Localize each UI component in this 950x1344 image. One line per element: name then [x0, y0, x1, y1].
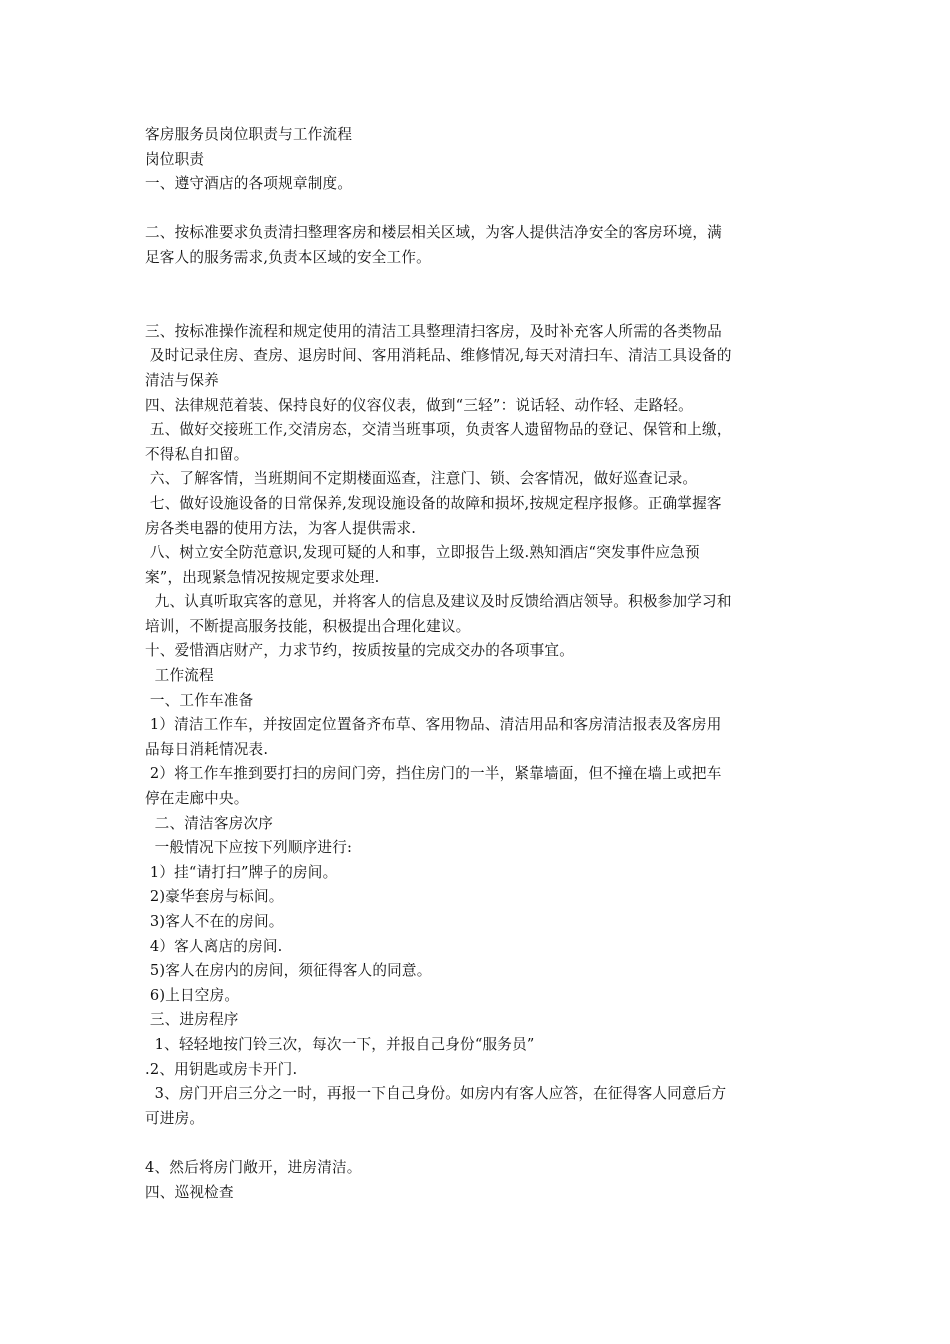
- process-step-2-intro: 一般情况下应按下列顺序进行:: [145, 839, 353, 857]
- order-item-3: 3)客人不在的房间。: [145, 913, 284, 930]
- duty-item-3-line-2: 及时记录住房、查房、退房时间、客用消耗品、维修情况,每天对清扫车、清洁工具设备的: [145, 347, 732, 365]
- duty-item-3-line-3: 清洁与保养: [145, 371, 219, 389]
- duty-item-1: 一、遵守酒店的各项规章制度。: [145, 175, 353, 193]
- order-item-6: 6)上日空房。: [145, 986, 240, 1004]
- section-heading-duties: 岗位职责: [145, 150, 205, 168]
- spacer: [145, 271, 813, 296]
- order-item-4: 4）客人离店的房间.: [145, 937, 283, 955]
- duty-item-8-line-1: 八、树立安全防范意识,发现可疑的人和事，立即报告上级.熟知酒店“突发事件应急预: [145, 544, 700, 562]
- process-step-1-title: 一、工作车准备: [145, 691, 254, 709]
- duty-item-2-line-1: 二、按标准要求负责清扫整理客房和楼层相关区域，为客人提供洁净安全的客房环境，满: [145, 224, 722, 242]
- duty-item-8-line-2: 案”，出现紧急情况按规定要求处理.: [145, 568, 380, 586]
- spacer: [145, 1131, 813, 1156]
- spacer: [145, 197, 813, 222]
- order-item-5: 5)客人在房内的房间，须征得客人的同意。: [145, 962, 432, 980]
- document-body: [145, 123, 813, 1205]
- entry-step-2: .2、用钥匙或房卡开门.: [145, 1060, 298, 1078]
- duty-item-9-line-2: 培训，不断提高服务技能，积极提出合理化建议。: [145, 617, 471, 635]
- duty-item-5-line-1: 五、做好交接班工作,交清房态，交清当班事项，负责客人遗留物品的登记、保管和上缴，: [145, 421, 732, 439]
- duty-item-9-line-1: 九、认真听取宾客的意见，并将客人的信息及建议及时反馈给酒店领导。积极参加学习和: [145, 593, 732, 611]
- process-step-2-title: 二、清洁客房次序: [145, 814, 274, 832]
- duty-item-3-line-1: 三、按标准操作流程和规定使用的清洁工具整理清扫客房，及时补充客人所需的各类物品: [145, 322, 722, 340]
- process-step-3-title: 三、进房程序: [145, 1011, 239, 1029]
- process-step-1-2-line-2: 停在走廊中央。: [145, 790, 249, 808]
- process-step-4-title: 四、巡视检查: [145, 1183, 234, 1201]
- duty-item-2-line-2: 足客人的服务需求,负责本区域的安全工作。: [145, 248, 431, 266]
- entry-step-1: 1、轻轻地按门铃三次，每次一下，并报自己身份“服务员”: [145, 1035, 535, 1053]
- duty-item-10: 十、爱惜酒店财产，力求节约，按质按量的完成交办的各项事宜。: [145, 642, 575, 660]
- section-heading-process: 工作流程: [145, 667, 214, 685]
- entry-step-4: 4、然后将房门敞开，进房清洁。: [145, 1158, 362, 1176]
- spacer: [145, 295, 813, 320]
- process-step-1-1-line-1: 1）清洁工作车，并按固定位置备齐布草、客用物品、清洁用品和客房清洁报表及客房用: [145, 716, 722, 734]
- process-step-1-1-line-2: 品每日消耗情况表.: [145, 740, 269, 758]
- duty-item-7-line-2: 房各类电器的使用方法，为客人提供需求.: [145, 519, 417, 537]
- order-item-2: 2)豪华套房与标间。: [145, 888, 284, 906]
- process-step-1-2-line-1: 2）将工作车推到要打扫的房间门旁，挡住房门的一半，紧靠墙面，但不撞在墙上或把车: [145, 765, 722, 783]
- document-title: 客房服务员岗位职责与工作流程: [145, 126, 353, 143]
- duty-item-4: 四、法律规范着装、保持良好的仪容仪表，做到“三轻”：说话轻、动作轻、走路轻。: [145, 396, 693, 414]
- order-item-1: 1）挂“请打扫”牌子的房间。: [145, 863, 338, 881]
- entry-step-3-line-1: 3、房门开启三分之一时，再报一下自己身份。如房内有客人应答，在征得客人同意后方: [145, 1085, 727, 1103]
- duty-item-5-line-2: 不得私自扣留。: [145, 445, 249, 463]
- duty-item-7-line-1: 七、做好设施设备的日常保养,发现设施设备的故障和损坏,按规定程序报修。正确掌握客: [145, 494, 722, 512]
- duty-item-6: 六、了解客情，当班期间不定期楼面巡查，注意门、锁、会客情况，做好巡查记录。: [145, 470, 698, 488]
- entry-step-3-line-2: 可进房。: [145, 1109, 205, 1127]
